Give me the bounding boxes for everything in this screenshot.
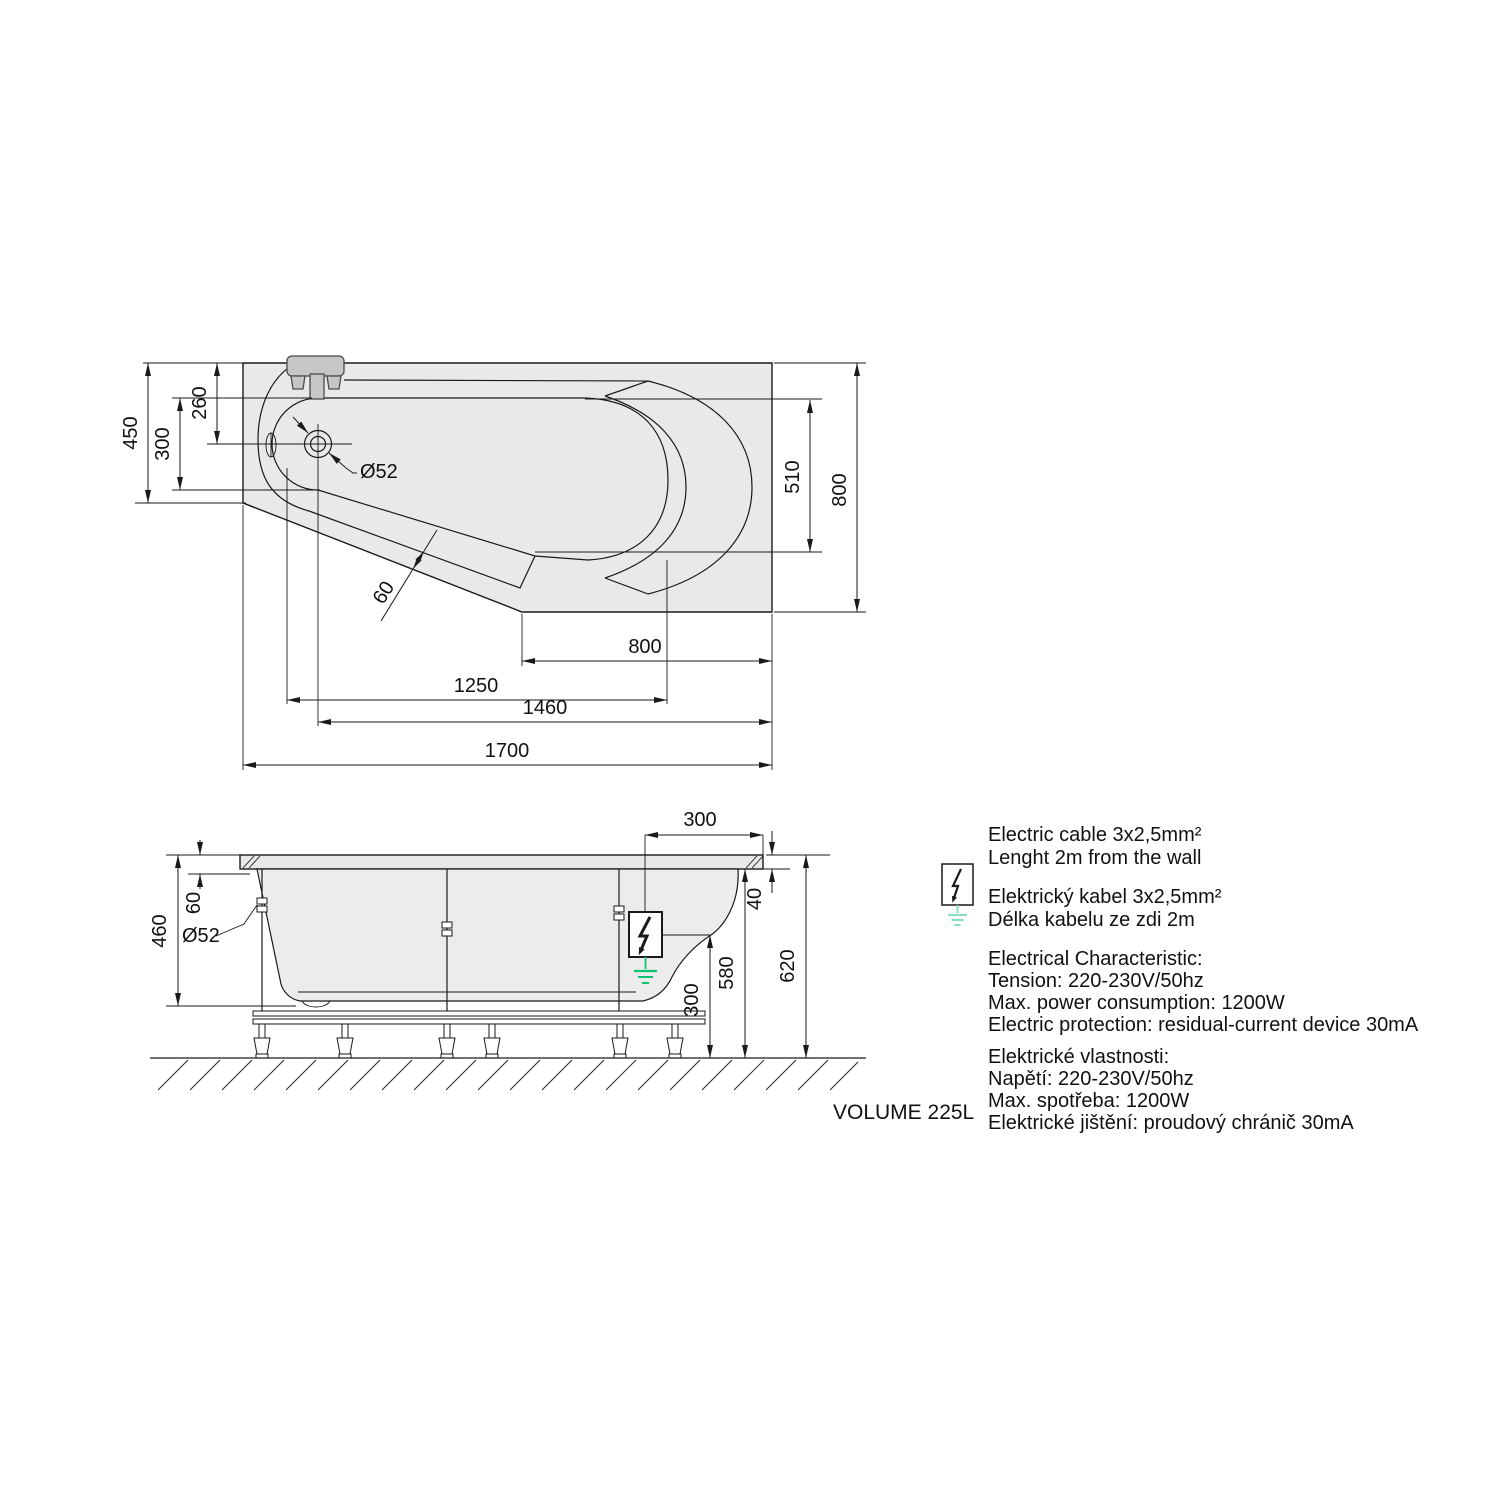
electric-symbol-legend (942, 864, 973, 925)
cable-note-cz-2: Délka kabelu ze zdi 2m (988, 909, 1195, 931)
tub-outline-top (243, 363, 772, 612)
dim-1700-label: 1700 (484, 740, 530, 762)
side-view (149, 809, 974, 1124)
electrical-en-line-2: Max. power consumption: 1200W (988, 992, 1285, 1014)
cable-note-en-1: Electric cable 3x2,5mm² (988, 824, 1202, 846)
legend (942, 824, 1222, 931)
electrical-cz-line-3: Elektrické jištění: proudový chránič 30mA (988, 1112, 1354, 1134)
floor-hatching (150, 1058, 866, 1090)
side-drain-diameter-label: Ø52 (182, 925, 220, 947)
electrical-en-line-1: Tension: 220-230V/50hz (988, 970, 1204, 992)
electrical-title-en: Electrical Characteristic: (988, 948, 1203, 970)
volume-label: VOLUME 225L (833, 1101, 975, 1124)
adjustable-feet (254, 1024, 683, 1058)
rim-deck (240, 855, 763, 869)
dim-800-right-label: 800 (829, 473, 851, 507)
electrical-title-cz: Elektrické vlastnosti: (988, 1046, 1170, 1068)
dim-60-label: 60 (368, 577, 400, 609)
electrical-characteristics (988, 948, 1419, 1134)
dim-1250-label: 1250 (453, 675, 499, 697)
dim-1460-label: 1460 (522, 697, 568, 719)
side-dim-300-top-label: 300 (683, 809, 717, 831)
side-dim-300-inner-label: 300 (681, 983, 703, 1017)
electrical-en-line-3: Electric protection: residual-current device 30mA (988, 1014, 1419, 1036)
cable-note-cz-1: Elektrický kabel 3x2,5mm² (988, 886, 1222, 908)
dim-260-label: 260 (189, 386, 211, 420)
cable-note-en-2: Lenght 2m from the wall (988, 847, 1202, 869)
side-dim-460-label: 460 (149, 914, 171, 948)
dim-300-label: 300 (152, 427, 174, 461)
dim-510-label: 510 (782, 460, 804, 494)
side-dim-40-label: 40 (744, 887, 766, 911)
drain-diameter-label: Ø52 (360, 461, 398, 483)
side-dim-60-label: 60 (183, 891, 205, 915)
dim-450-label: 450 (120, 416, 142, 450)
side-dim-580-label: 580 (716, 956, 738, 990)
side-dim-620-label: 620 (777, 949, 799, 983)
electrical-cz-line-2: Max. spotřeba: 1200W (988, 1090, 1190, 1112)
dim-800-bottom-label: 800 (628, 636, 662, 658)
top-view (120, 356, 866, 770)
electrical-cz-line-1: Napětí: 220-230V/50hz (988, 1068, 1194, 1090)
ground-icon (948, 905, 967, 925)
